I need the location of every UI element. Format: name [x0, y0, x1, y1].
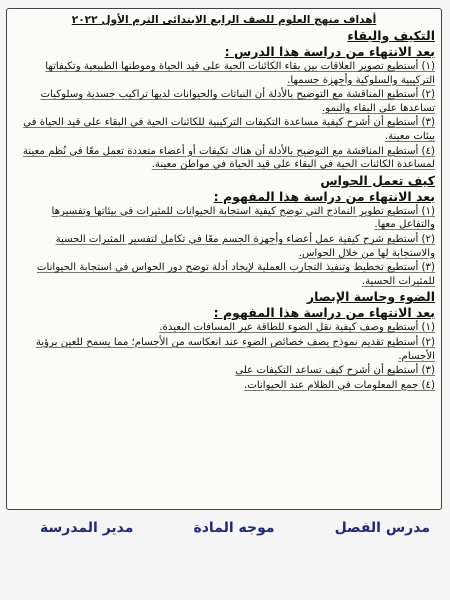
- objective-item: (٤) أستطيع المناقشة مع التوضيح بالأدلة أن هناك تكيفات أو أعضاء متعددة تعمل معًا في نُظم معينة لمساعدة الكائنات الحية في البقاء على قيد الحياة في مواطن معينة.: [22, 145, 435, 171]
- signature-row: [40, 520, 430, 536]
- objective-item: (٣) أستطيع تخطيط وتنفيذ التجارب العملية لإيجاد أدلة توضح دور الحواس في استجابة الحيوانات للمثيرات الحسية.: [36, 262, 435, 287]
- section-adaptation: [13, 28, 435, 172]
- objective-item: (١) أستطيع تطوير النماذج التي توضح كيفية استجابة الحيوانات للمثيرات في بيئاتها وتفسيرها والتفاعل معها.: [51, 205, 435, 231]
- objective-item: (٣) أستطيع أن أشرح كيفية مساعدة التكيفات التركيبية للكائنات الحية في البقاء على قيد الحياة في بيئات معينة.: [23, 117, 435, 142]
- objectives-list: [13, 60, 435, 172]
- section-heading: الضوء وحاسة الإبصار: [306, 289, 435, 305]
- document-title: أهداف منهج العلوم للصف الرابع الابتدائى الترم الأول ٢٠٢٢: [71, 14, 377, 26]
- section-intro: بعد الانتهاء من دراسة هذا المفهوم :: [213, 305, 435, 321]
- objectives-list: [13, 321, 435, 392]
- objective-item: (٢) أستطيع المناقشة مع التوضيح بالأدلة أن النباتات والحيوانات لديها تراكيب جسدية وسلوكيات تساعدها على البقاء والنمو.: [40, 89, 435, 114]
- objective-item: (١) أستطيع وصف كيفية نقل الضوء للطاقة عبر المسافات البعيدة.: [159, 322, 435, 334]
- objective-item: (٤) جمع المعلومات في الظلام عند الحيوانات.: [244, 379, 435, 391]
- objective-item: (٣) أستطيع أن أشرح كيف تساعد التكيفات على: [235, 365, 435, 377]
- section-intro: بعد الانتهاء من دراسة هذا المفهوم :: [213, 188, 435, 204]
- section-senses: [13, 173, 435, 289]
- section-heading: التكيف والبقاء: [347, 28, 435, 43]
- objective-item: (١) أستطيع تصوير العلاقات بين بقاء الكائنات الحية على قيد الحياة وموطنها الطبيعية وتكيفاتها التركيبية والسلوكية وأجهزة جسمها.: [45, 61, 435, 86]
- objective-item: (٢) أستطيع شرح كيفية عمل أعضاء وأجهزة الجسم معًا في تكامل لتفسير المثيرات الحسية والاستجابة لها من خلال الحواس.: [55, 233, 435, 259]
- section-intro: بعد الانتهاء من دراسة هذا الدرس :: [224, 44, 435, 59]
- signature-school-principal: مدير المدرسة: [40, 520, 134, 536]
- section-light-vision: [13, 289, 435, 392]
- objectives-frame: [6, 8, 442, 510]
- signature-subject-supervisor: موجه المادة: [193, 520, 275, 536]
- objective-item: (٢) أستطيع تقديم نموذج يصف خصائص الضوء عند انعكاسه من الأجسام؛ مما يسمح للعين برؤية الأجسام.: [35, 336, 435, 362]
- signature-class-teacher: مدرس الفصل: [334, 520, 430, 536]
- section-heading: كيف تعمل الحواس: [320, 172, 435, 188]
- objectives-list: [13, 205, 435, 289]
